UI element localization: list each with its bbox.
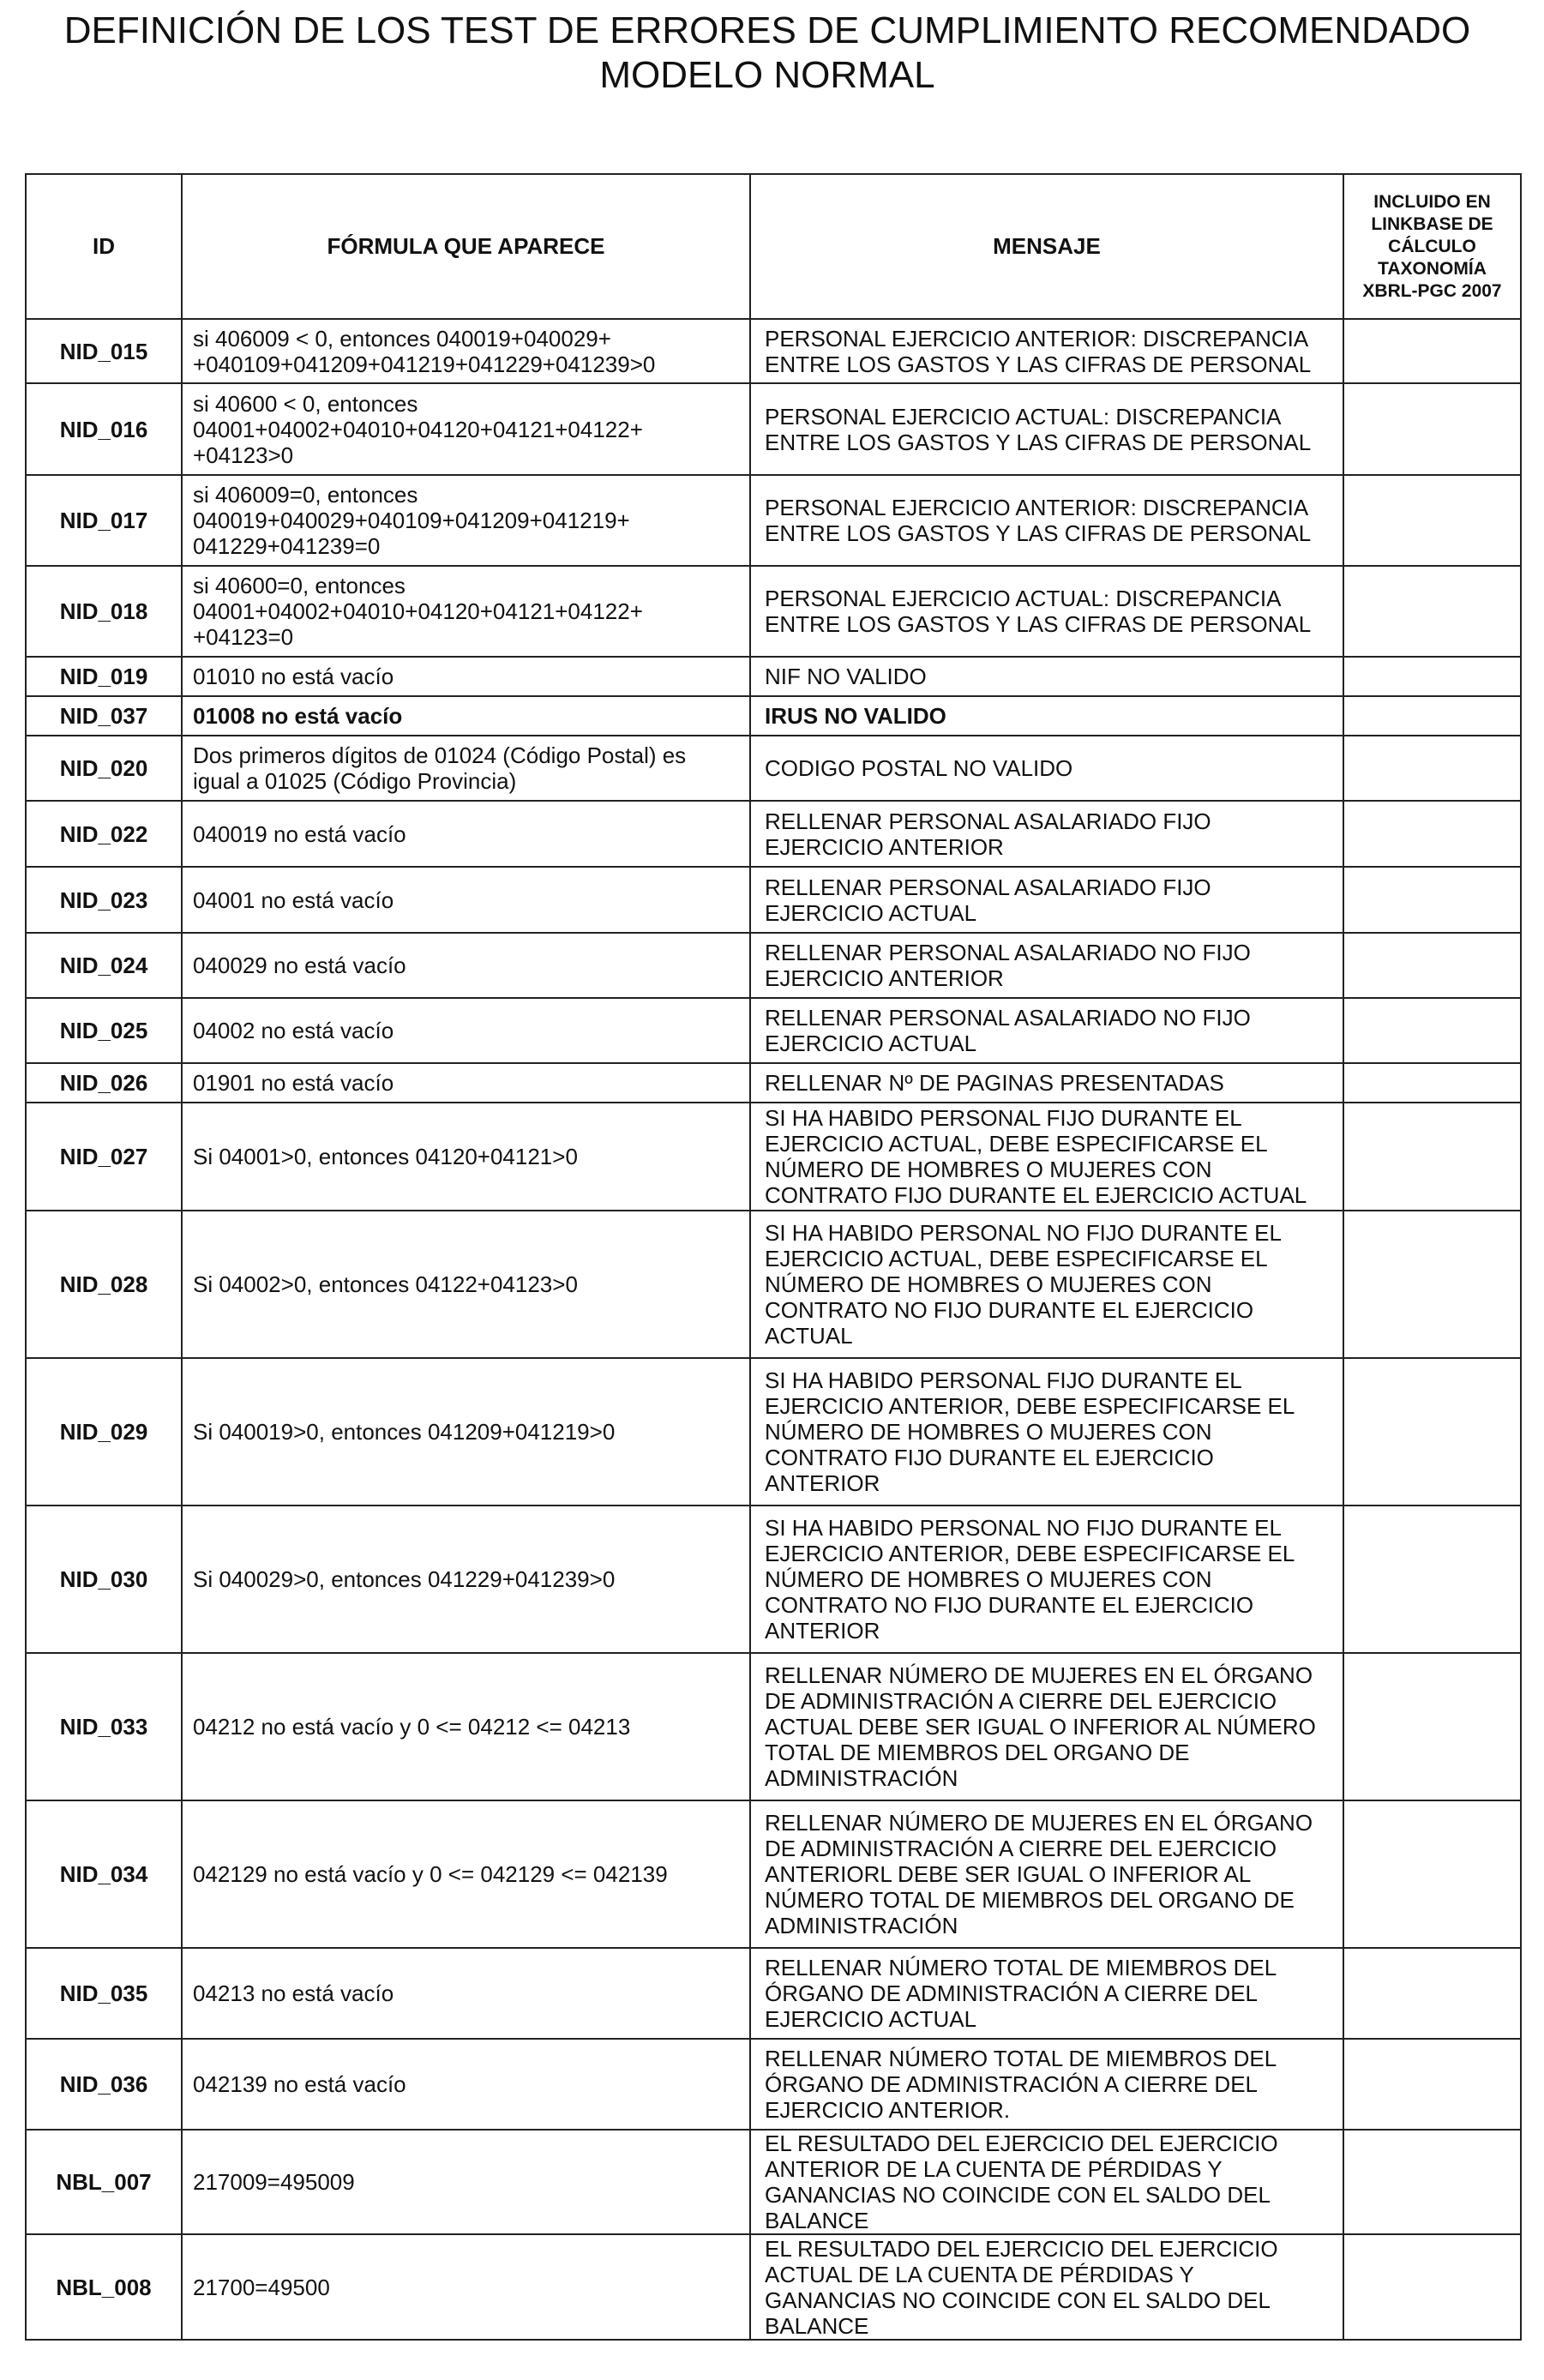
id-cell	[26, 566, 182, 657]
mensaje-cell-text: PERSONAL EJERCICIO ACTUAL: DISCREPANCIA ENTRE LOS GASTOS Y LAS CIFRAS DE PERSONAL	[765, 586, 1312, 637]
page-title	[0, 9, 1535, 98]
table-row	[26, 1800, 1521, 1948]
formula-cell-text: 04213 no está vacío	[193, 1980, 394, 2006]
mensaje-cell-text: RELLENAR NÚMERO DE MUJERES EN EL ÓRGANO DE ADMINISTRACIÓN A CIERRE DEL EJERCICIO ACTUAL DEBE SER IGUAL O INFERIOR AL NÚMERO TOTAL DE MIEMBROS DEL ORGANO DE ADMINISTRACIÓN	[765, 1662, 1316, 1791]
id-cell-text: NID_030	[59, 1566, 148, 1592]
table-row	[26, 2234, 1521, 2340]
mensaje-cell-text: SI HA HABIDO PERSONAL NO FIJO DURANTE EL EJERCICIO ANTERIOR, DEBE ESPECIFICARSE EL NÚMERO DE HOMBRES O MUJERES CON CONTRATO NO FIJO DURANTE EL EJERCICIO ANTERIOR	[765, 1515, 1295, 1644]
id-cell-text: NID_018	[59, 598, 148, 624]
incluido-cell	[1343, 657, 1521, 696]
id-cell-text: NBL_007	[56, 2169, 152, 2195]
table-row	[26, 1948, 1521, 2039]
table-row	[26, 2130, 1521, 2234]
mensaje-cell	[750, 1358, 1343, 1506]
id-cell-text: NID_036	[59, 2071, 148, 2097]
mensaje-cell	[750, 1800, 1343, 1948]
formula-cell-text: 217009=495009	[193, 2169, 355, 2195]
header-id: ID	[26, 174, 182, 319]
mensaje-cell	[750, 1653, 1343, 1800]
id-cell-text: NID_015	[59, 338, 148, 364]
id-cell-text: NID_024	[59, 953, 148, 978]
formula-cell	[182, 1211, 750, 1358]
incluido-cell	[1343, 2234, 1521, 2340]
mensaje-cell	[750, 383, 1343, 475]
mensaje-cell-text: RELLENAR PERSONAL ASALARIADO NO FIJO EJERCICIO ACTUAL	[765, 1005, 1251, 1056]
mensaje-cell	[750, 2234, 1343, 2340]
mensaje-cell	[750, 1506, 1343, 1653]
formula-cell	[182, 1800, 750, 1948]
formula-cell	[182, 657, 750, 696]
mensaje-cell	[750, 2039, 1343, 2130]
formula-cell	[182, 2130, 750, 2234]
id-cell-text: NID_033	[59, 1714, 148, 1740]
table-row	[26, 998, 1521, 1063]
incluido-cell	[1343, 1211, 1521, 1358]
incluido-cell	[1343, 1948, 1521, 2039]
formula-cell	[182, 696, 750, 736]
mensaje-cell-text: CODIGO POSTAL NO VALIDO	[765, 755, 1073, 781]
id-cell-text: NID_026	[59, 1070, 148, 1096]
incluido-cell	[1343, 2130, 1521, 2234]
mensaje-cell	[750, 657, 1343, 696]
formula-cell-text: Si 040019>0, entonces 041209+041219>0	[193, 1419, 616, 1445]
formula-cell-text: 01010 no está vacío	[193, 664, 394, 689]
mensaje-cell-text: IRUS NO VALIDO	[765, 703, 946, 729]
mensaje-cell	[750, 1948, 1343, 2039]
table-row	[26, 1211, 1521, 1358]
mensaje-cell	[750, 867, 1343, 933]
mensaje-cell	[750, 998, 1343, 1063]
table-row	[26, 319, 1521, 383]
mensaje-cell	[750, 566, 1343, 657]
id-cell	[26, 933, 182, 998]
formula-cell	[182, 475, 750, 566]
formula-cell-text: 01008 no está vacío	[193, 703, 403, 729]
title-line-1: DEFINICIÓN DE LOS TEST DE ERRORES DE CUMPLIMIENTO RECOMENDADO	[63, 9, 1471, 51]
formula-cell	[182, 566, 750, 657]
id-cell-text: NID_017	[59, 508, 148, 533]
id-cell-text: NID_016	[59, 416, 148, 442]
table-row	[26, 383, 1521, 475]
table-row	[26, 696, 1521, 736]
formula-cell-text: 04212 no está vacío y 0 <= 04212 <= 04213	[193, 1714, 631, 1740]
formula-cell	[182, 2039, 750, 2130]
mensaje-cell-text: NIF NO VALIDO	[765, 664, 927, 689]
id-cell-text: NID_022	[59, 820, 148, 847]
mensaje-cell-text: RELLENAR NÚMERO TOTAL DE MIEMBROS DEL ÓRGANO DE ADMINISTRACIÓN A CIERRE DEL EJERCICIO ANTERIOR.	[765, 2046, 1277, 2123]
header-mensaje: MENSAJE	[750, 174, 1343, 319]
formula-cell	[182, 867, 750, 933]
formula-cell-text: Si 04002>0, entonces 04122+04123>0	[193, 1271, 578, 1297]
mensaje-cell-text: PERSONAL EJERCICIO ANTERIOR: DISCREPANCIA ENTRE LOS GASTOS Y LAS CIFRAS DE PERSONAL	[765, 325, 1312, 377]
id-cell	[26, 475, 182, 566]
incluido-cell	[1343, 1063, 1521, 1103]
id-cell-text: NID_037	[59, 703, 148, 729]
id-cell-text: NID_025	[59, 1018, 148, 1043]
formula-cell-text: 040029 no está vacío	[193, 953, 406, 978]
formula-cell-text: Dos primeros dígitos de 01024 (Código Postal) es igual a 01025 (Código Provincia)	[193, 742, 687, 794]
incluido-cell	[1343, 933, 1521, 998]
formula-cell-text: 040019 no está vacío	[193, 820, 406, 847]
mensaje-cell-text: RELLENAR NÚMERO TOTAL DE MIEMBROS DEL ÓRGANO DE ADMINISTRACIÓN A CIERRE DEL EJERCICIO ACTUAL	[765, 1955, 1277, 2032]
incluido-cell	[1343, 475, 1521, 566]
formula-cell-text: si 40600 < 0, entonces 04001+04002+04010+04120+04121+04122+ +04123>0	[193, 390, 643, 468]
formula-cell	[182, 1653, 750, 1800]
id-cell	[26, 998, 182, 1063]
formula-cell-text: 042129 no está vacío y 0 <= 042129 <= 042139	[193, 1861, 668, 1887]
id-cell	[26, 801, 182, 867]
id-cell	[26, 867, 182, 933]
id-cell-text: NBL_008	[56, 2274, 152, 2300]
table-row	[26, 1506, 1521, 1653]
table-row	[26, 657, 1521, 696]
mensaje-cell-text: PERSONAL EJERCICIO ANTERIOR: DISCREPANCIA ENTRE LOS GASTOS Y LAS CIFRAS DE PERSONAL	[765, 495, 1312, 546]
id-cell	[26, 657, 182, 696]
id-cell	[26, 1063, 182, 1103]
formula-cell	[182, 998, 750, 1063]
mensaje-cell	[750, 933, 1343, 998]
header-incluido: INCLUIDO EN LINKBASE DE CÁLCULO TAXONOMÍA XBRL-PGC 2007	[1343, 174, 1521, 319]
table-row	[26, 933, 1521, 998]
table-row	[26, 566, 1521, 657]
incluido-cell	[1343, 1800, 1521, 1948]
id-cell	[26, 1358, 182, 1506]
formula-cell	[182, 1948, 750, 2039]
id-cell-text: NID_019	[59, 664, 148, 689]
id-cell-text: NID_020	[59, 755, 148, 781]
formula-cell	[182, 1063, 750, 1103]
mensaje-cell	[750, 475, 1343, 566]
mensaje-cell-text: EL RESULTADO DEL EJERCICIO DEL EJERCICIO ACTUAL DE LA CUENTA DE PÉRDIDAS Y GANANCIAS NO COINCIDE CON EL SALDO DEL BALANCE	[765, 2235, 1278, 2339]
mensaje-cell	[750, 2130, 1343, 2234]
id-cell	[26, 2234, 182, 2340]
incluido-cell	[1343, 696, 1521, 736]
id-cell	[26, 1948, 182, 2039]
formula-cell-text: 042139 no está vacío	[193, 2071, 406, 2097]
formula-cell	[182, 383, 750, 475]
header-row	[26, 174, 1521, 319]
id-cell-text: NID_027	[59, 1144, 148, 1169]
incluido-cell	[1343, 319, 1521, 383]
id-cell	[26, 2130, 182, 2234]
formula-cell-text: si 40600=0, entonces 04001+04002+04010+04120+04121+04122+ +04123=0	[193, 573, 643, 650]
mensaje-cell	[750, 1211, 1343, 1358]
incluido-cell	[1343, 1103, 1521, 1211]
formula-cell	[182, 1506, 750, 1653]
table-row	[26, 2039, 1521, 2130]
mensaje-cell-text: SI HA HABIDO PERSONAL NO FIJO DURANTE EL EJERCICIO ACTUAL, DEBE ESPECIFICARSE EL NÚMERO DE HOMBRES O MUJERES CON CONTRATO NO FIJO DURANTE EL EJERCICIO ACTUAL	[765, 1220, 1282, 1349]
formula-cell	[182, 2234, 750, 2340]
incluido-cell	[1343, 2039, 1521, 2130]
id-cell-text: NID_023	[59, 886, 148, 913]
incluido-cell	[1343, 867, 1521, 933]
id-cell-text: NID_029	[59, 1419, 148, 1445]
mensaje-cell	[750, 696, 1343, 736]
id-cell-text: NID_035	[59, 1980, 148, 2006]
id-cell	[26, 383, 182, 475]
id-cell	[26, 1506, 182, 1653]
id-cell	[26, 319, 182, 383]
incluido-cell	[1343, 801, 1521, 867]
title-line-2: MODELO NORMAL	[599, 54, 935, 96]
incluido-cell	[1343, 1506, 1521, 1653]
mensaje-cell	[750, 736, 1343, 801]
table-row	[26, 1063, 1521, 1103]
formula-cell-text: 04002 no está vacío	[193, 1018, 394, 1043]
formula-cell	[182, 933, 750, 998]
id-cell	[26, 1653, 182, 1800]
mensaje-cell-text: RELLENAR NÚMERO DE MUJERES EN EL ÓRGANO DE ADMINISTRACIÓN A CIERRE DEL EJERCICIO ANTERIORL DEBE SER IGUAL O INFERIOR AL NÚMERO TOTAL DE MIEMBROS DEL ORGANO DE ADMINISTRACIÓN	[765, 1810, 1313, 1938]
formula-cell-text: Si 04001>0, entonces 04120+04121>0	[193, 1144, 578, 1169]
incluido-cell	[1343, 1358, 1521, 1506]
id-cell	[26, 1211, 182, 1358]
formula-cell-text: 21700=49500	[193, 2274, 330, 2300]
id-cell	[26, 2039, 182, 2130]
incluido-cell	[1343, 998, 1521, 1063]
formula-cell	[182, 319, 750, 383]
id-cell	[26, 1800, 182, 1948]
id-cell	[26, 696, 182, 736]
mensaje-cell-text: PERSONAL EJERCICIO ACTUAL: DISCREPANCIA ENTRE LOS GASTOS Y LAS CIFRAS DE PERSONAL	[765, 403, 1312, 455]
table-row	[26, 1103, 1521, 1211]
formula-cell	[182, 1103, 750, 1211]
table-row	[26, 801, 1521, 867]
incluido-cell	[1343, 566, 1521, 657]
mensaje-cell-text: RELLENAR PERSONAL ASALARIADO NO FIJO EJERCICIO ANTERIOR	[765, 940, 1251, 991]
mensaje-cell-text: SI HA HABIDO PERSONAL FIJO DURANTE EL EJERCICIO ANTERIOR, DEBE ESPECIFICARSE EL NÚMERO DE HOMBRES O MUJERES CON CONTRATO FIJO DURANTE EL EJERCICIO ANTERIOR	[765, 1367, 1295, 1496]
error-tests-table	[25, 173, 1522, 2341]
id-cell-text: NID_034	[59, 1861, 148, 1887]
formula-cell-text: si 406009=0, entonces 040019+040029+040109+041209+041219+ 041229+041239=0	[193, 482, 630, 559]
formula-cell	[182, 1358, 750, 1506]
incluido-cell	[1343, 1653, 1521, 1800]
table-body	[26, 319, 1521, 2340]
mensaje-cell-text: SI HA HABIDO PERSONAL FIJO DURANTE EL EJERCICIO ACTUAL, DEBE ESPECIFICARSE EL NÚMERO DE HOMBRES O MUJERES CON CONTRATO FIJO DURANTE EL EJERCICIO ACTUAL	[765, 1105, 1307, 1208]
mensaje-cell	[750, 1103, 1343, 1211]
table-row	[26, 867, 1521, 933]
mensaje-cell-text: EL RESULTADO DEL EJERCICIO DEL EJERCICIO ANTERIOR DE LA CUENTA DE PÉRDIDAS Y GANANCIAS NO COINCIDE CON EL SALDO DEL BALANCE	[765, 2131, 1278, 2233]
formula-cell	[182, 736, 750, 801]
formula-cell-text: si 406009 < 0, entonces 040019+040029+ +040109+041209+041219+041229+041239>0	[193, 325, 656, 377]
id-cell	[26, 736, 182, 801]
table-row	[26, 1358, 1521, 1506]
incluido-cell	[1343, 736, 1521, 801]
id-cell-text: NID_028	[59, 1271, 148, 1297]
mensaje-cell-text: RELLENAR PERSONAL ASALARIADO FIJO EJERCICIO ANTERIOR	[765, 808, 1211, 860]
formula-cell-text: Si 040029>0, entonces 041229+041239>0	[193, 1566, 616, 1592]
formula-cell-text: 04001 no está vacío	[193, 886, 394, 913]
mensaje-cell	[750, 319, 1343, 383]
incluido-cell	[1343, 383, 1521, 475]
table-row	[26, 736, 1521, 801]
id-cell	[26, 1103, 182, 1211]
mensaje-cell-text: RELLENAR PERSONAL ASALARIADO FIJO EJERCICIO ACTUAL	[765, 874, 1211, 926]
formula-cell	[182, 801, 750, 867]
header-formula: FÓRMULA QUE APARECE	[182, 174, 750, 319]
formula-cell-text: 01901 no está vacío	[193, 1070, 394, 1096]
table-row	[26, 1653, 1521, 1800]
table-row	[26, 475, 1521, 566]
mensaje-cell	[750, 1063, 1343, 1103]
mensaje-cell-text: RELLENAR Nº DE PAGINAS PRESENTADAS	[765, 1070, 1224, 1096]
mensaje-cell	[750, 801, 1343, 867]
